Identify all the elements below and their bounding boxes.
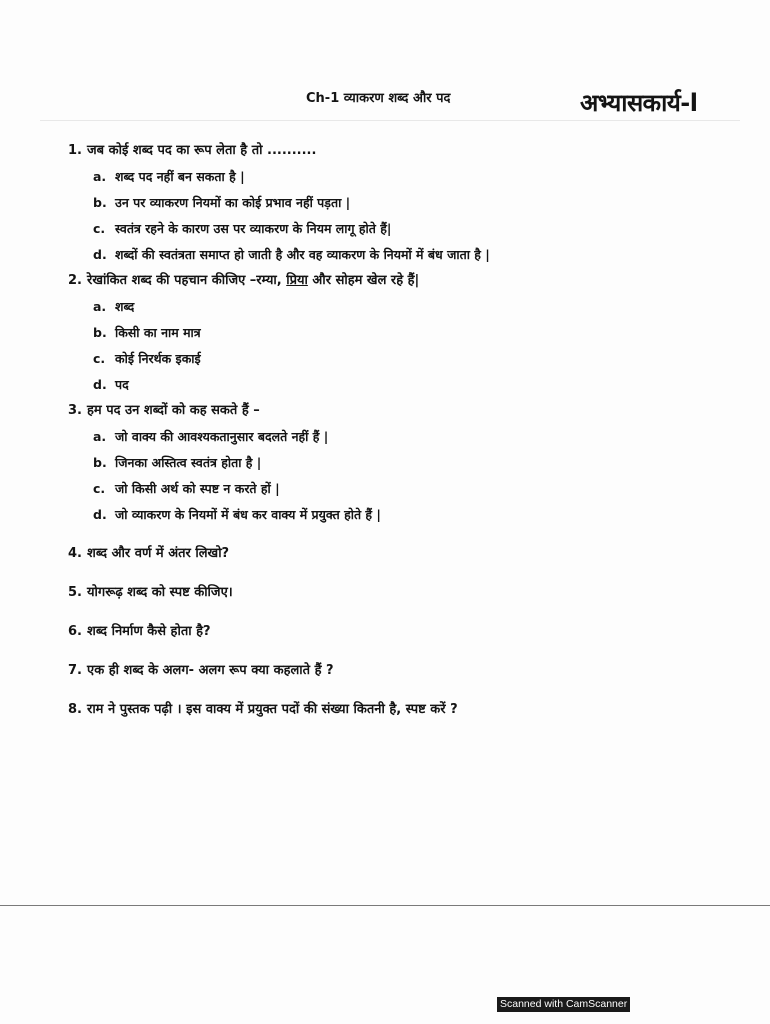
option-letter: a. xyxy=(93,299,107,314)
option-letter: a. xyxy=(93,429,107,444)
question-text-after: और सोहम खेल रहे हैं| xyxy=(307,273,420,288)
question-3 xyxy=(68,398,748,528)
option-text: जो किसी अर्थ को स्पष्ट न करते हों | xyxy=(115,481,280,496)
option-d xyxy=(93,242,748,268)
option-a xyxy=(93,424,748,450)
footer-divider xyxy=(0,905,770,906)
option-text: शब्द पद नहीं बन सकता है | xyxy=(115,169,245,184)
question-number: 2. xyxy=(68,273,82,288)
option-letter: c. xyxy=(93,481,106,496)
question-8 xyxy=(68,697,748,723)
option-text: जो वाक्य की आवश्यकतानुसार बदलते नहीं हैं | xyxy=(115,429,329,444)
option-text: जिनका अस्तित्व स्वतंत्र होता है | xyxy=(115,455,262,470)
option-letter: d. xyxy=(93,507,107,522)
question-6 xyxy=(68,619,748,645)
question-7 xyxy=(68,658,748,684)
question-text: योगरूढ़ शब्द को स्पष्ट कीजिए। xyxy=(87,585,233,600)
question-text: एक ही शब्द के अलग- अलग रूप क्या कहलाते हैं ? xyxy=(87,663,334,678)
option-c xyxy=(93,216,748,242)
question-list xyxy=(68,138,748,736)
option-list xyxy=(68,294,748,398)
option-c xyxy=(93,476,748,502)
chapter-title: Ch-1 व्याकरण शब्द और पद xyxy=(306,91,451,106)
option-text: कोई निरर्थक इकाई xyxy=(115,351,201,366)
option-a xyxy=(93,294,748,320)
option-letter: b. xyxy=(93,455,107,470)
question-text: राम ने पुस्तक पढ़ी । इस वाक्य में प्रयुक्त पदों की संख्या कितनी है, स्पष्ट करें ? xyxy=(87,702,458,717)
worksheet-label: अभ्यासकार्य-l xyxy=(580,89,698,117)
option-c xyxy=(93,346,748,372)
question-4 xyxy=(68,541,748,567)
option-text: किसी का नाम मात्र xyxy=(115,325,201,340)
question-number: 1. xyxy=(68,143,82,158)
question-text: जब कोई शब्द पद का रूप लेता है तो .......... xyxy=(87,143,317,158)
underlined-word: प्रिया xyxy=(286,273,308,288)
option-letter: d. xyxy=(93,247,107,262)
question-number: 7. xyxy=(68,663,82,678)
question-5 xyxy=(68,580,748,606)
option-text: उन पर व्याकरण नियमों का कोई प्रभाव नहीं पड़ता | xyxy=(115,195,351,210)
question-text: शब्द और वर्ण में अंतर लिखो? xyxy=(87,546,230,561)
question-number: 4. xyxy=(68,546,82,561)
question-number: 5. xyxy=(68,585,82,600)
question-number: 3. xyxy=(68,403,82,418)
question-2 xyxy=(68,268,748,398)
scanner-watermark: Scanned with CamScanner xyxy=(497,997,630,1012)
question-text-before: रेखांकित शब्द की पहचान कीजिए –रम्या, xyxy=(87,273,287,288)
header-divider xyxy=(40,120,740,121)
option-d xyxy=(93,502,748,528)
option-letter: d. xyxy=(93,377,107,392)
option-b xyxy=(93,190,748,216)
question-text: हम पद उन शब्दों को कह सकते हैं – xyxy=(87,403,260,418)
question-1 xyxy=(68,138,748,268)
option-text: जो व्याकरण के नियमों में बंध कर वाक्य में प्रयुक्त होते हैं | xyxy=(115,507,381,522)
option-d xyxy=(93,372,748,398)
option-a xyxy=(93,164,748,190)
question-number: 8. xyxy=(68,702,82,717)
option-b xyxy=(93,450,748,476)
option-letter: c. xyxy=(93,221,106,236)
option-letter: c. xyxy=(93,351,106,366)
option-text: शब्द xyxy=(115,299,135,314)
question-text: शब्द निर्माण कैसे होता है? xyxy=(87,624,211,639)
option-text: शब्दों की स्वतंत्रता समाप्त हो जाती है और वह व्याकरण के नियमों में बंध जाता है | xyxy=(115,247,490,262)
question-number: 6. xyxy=(68,624,82,639)
option-letter: b. xyxy=(93,195,107,210)
option-list xyxy=(68,424,748,528)
option-letter: b. xyxy=(93,325,107,340)
option-letter: a. xyxy=(93,169,107,184)
option-b xyxy=(93,320,748,346)
option-text: स्वतंत्र रहने के कारण उस पर व्याकरण के नियम लागू होते हैं| xyxy=(115,221,392,236)
question-text xyxy=(87,268,419,294)
option-list xyxy=(68,164,748,268)
option-text: पद xyxy=(115,377,129,392)
